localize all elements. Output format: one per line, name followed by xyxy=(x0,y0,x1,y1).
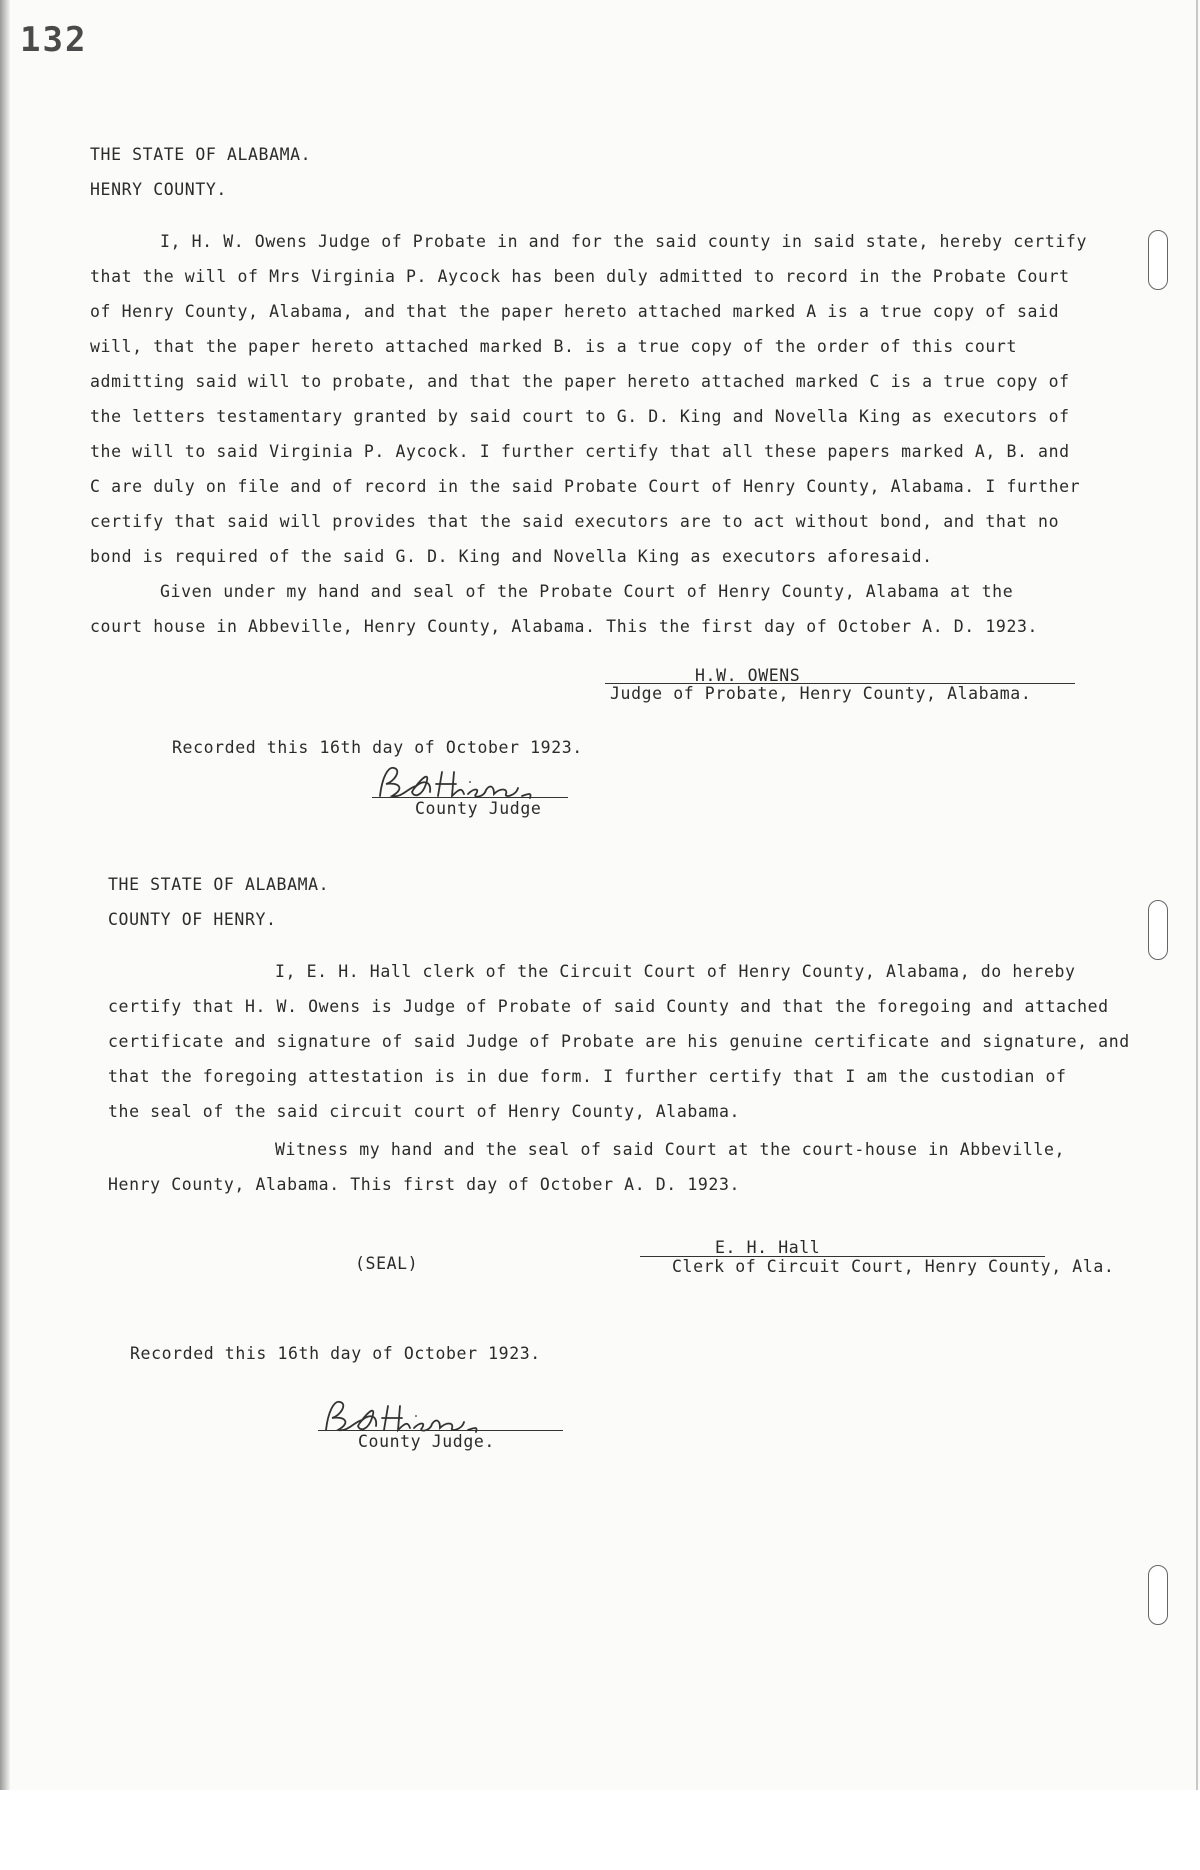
cert2-body-line: the seal of the said circuit court of Henry County, Alabama. xyxy=(108,1102,741,1121)
cert1-signer-title: Judge of Probate, Henry County, Alabama. xyxy=(610,684,1032,703)
cert1-body-line: I, H. W. Owens Judge of Probate in and for the said county in said state, hereby certify xyxy=(160,232,1087,251)
cert2-recorded: Recorded this 16th day of October 1923. xyxy=(130,1344,541,1363)
cert2-witness-line: Witness my hand and the seal of said Court at the court-house in Abbeville, xyxy=(275,1140,1066,1159)
page-edge-shadow xyxy=(0,0,10,1790)
cert1-body-line: C are duly on file and of record in the said Probate Court of Henry County, Alabama. I further xyxy=(90,477,1081,496)
cert2-seal-label: (SEAL) xyxy=(355,1254,419,1273)
punch-hole-bottom xyxy=(1148,1565,1168,1625)
cert1-body-line: the will to said Virginia P. Aycock. I further certify that all these papers marked A, B. and xyxy=(90,442,1070,461)
cert1-body-line: certify that said will provides that the said executors are to act without bond, and that no xyxy=(90,512,1060,531)
page-number: 132 xyxy=(20,20,88,60)
cert2-recorder-line xyxy=(318,1430,563,1431)
cert2-body-line: certificate and signature of said Judge of Probate are his genuine certificate and signature, and xyxy=(108,1032,1130,1051)
cert1-body-line: will, that the paper hereto attached marked B. is a true copy of the order of this court xyxy=(90,337,1017,356)
cert2-body-line: certify that H. W. Owens is Judge of Probate of said County and that the foregoing and attached xyxy=(108,997,1109,1016)
cert1-heading-county: HENRY COUNTY. xyxy=(90,180,227,199)
cert1-heading-state: THE STATE OF ALABAMA. xyxy=(90,145,312,164)
cert2-signer-name: E. H. Hall xyxy=(715,1238,821,1257)
cert2-body-line: I, E. H. Hall clerk of the Circuit Court of Henry County, Alabama, do hereby xyxy=(275,962,1076,981)
cert1-body-line: that the will of Mrs Virginia P. Aycock has been duly admitted to record in the Probate Court xyxy=(90,267,1070,286)
cert2-heading-state: THE STATE OF ALABAMA. xyxy=(108,875,330,894)
cert2-heading-county: COUNTY OF HENRY. xyxy=(108,910,277,929)
cert1-recorder-title: County Judge xyxy=(415,799,542,818)
cert1-recorder-line xyxy=(372,797,568,798)
punch-hole-middle xyxy=(1148,900,1168,960)
punch-hole-top xyxy=(1148,230,1168,290)
cert2-recorder-title: County Judge. xyxy=(358,1432,495,1451)
cert1-given-line: court house in Abbeville, Henry County, Alabama. This the first day of October A. D. 1923. xyxy=(90,617,1039,636)
cert1-body-line: of Henry County, Alabama, and that the paper hereto attached marked A is a true copy of said xyxy=(90,302,1060,321)
page-bottom-margin xyxy=(0,1790,1200,1870)
cert2-signer-title: Clerk of Circuit Court, Henry County, Ala. xyxy=(672,1257,1115,1276)
cert1-body-line: admitting said will to probate, and that the paper hereto attached marked C is a true copy of xyxy=(90,372,1070,391)
cert1-body-line: the letters testamentary granted by said court to G. D. King and Novella King as executors of xyxy=(90,407,1070,426)
cert2-witness-line: Henry County, Alabama. This first day of October A. D. 1923. xyxy=(108,1175,741,1194)
cert1-signer-name: H.W. OWENS xyxy=(695,666,801,685)
page-right-edge xyxy=(1196,0,1198,1790)
cert1-body-line: bond is required of the said G. D. King and Novella King as executors aforesaid. xyxy=(90,547,933,566)
cert2-body-line: that the foregoing attestation is in due form. I further certify that I am the custodian of xyxy=(108,1067,1067,1086)
cert1-given-line: Given under my hand and seal of the Probate Court of Henry County, Alabama at the xyxy=(160,582,1014,601)
cert1-recorded: Recorded this 16th day of October 1923. xyxy=(172,738,583,757)
